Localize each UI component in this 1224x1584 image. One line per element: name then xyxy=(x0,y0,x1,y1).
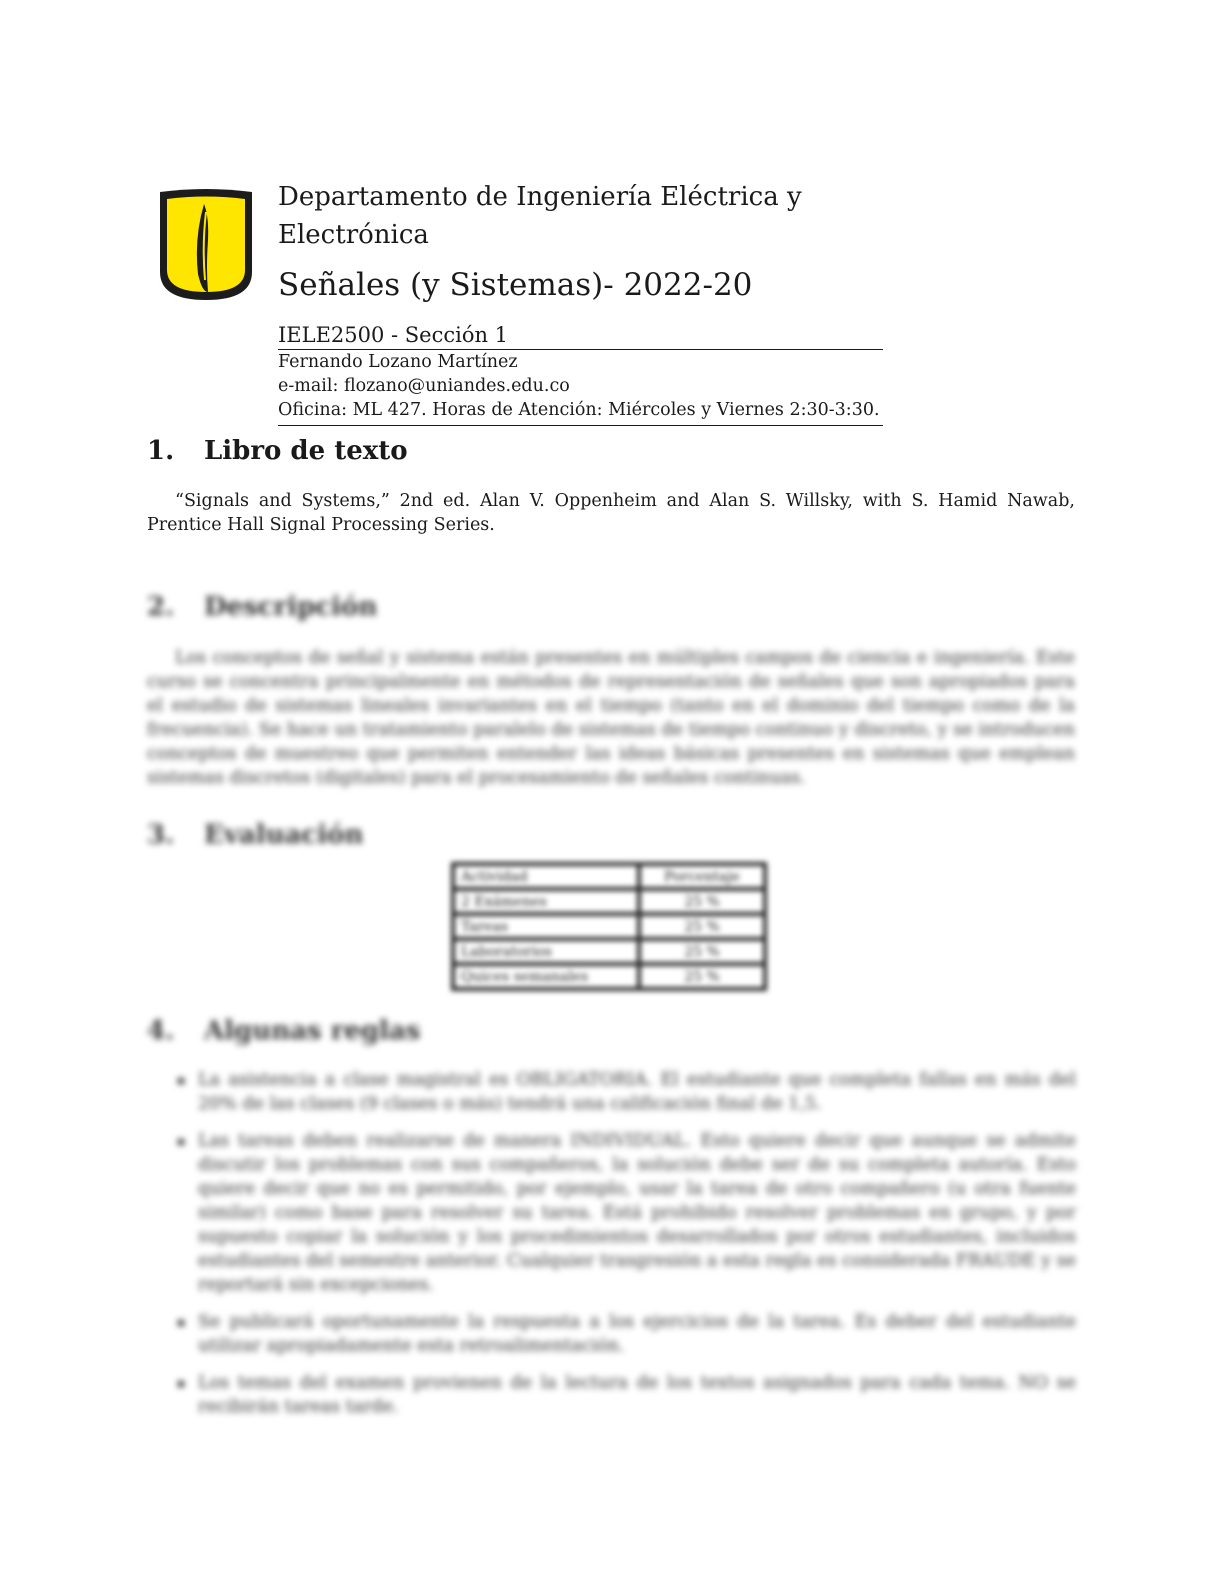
bullet-icon xyxy=(178,1320,184,1326)
section-heading-description xyxy=(147,592,377,622)
table-row xyxy=(453,889,765,914)
section-number: 4. xyxy=(147,1016,175,1046)
rule-text: Las tareas deben realizarse de manera INDIVIDUAL. Esto quiere decir que aunque se admite discutir los problemas con sus compañeros, la solución debe ser de su completa autoría. Esto quiere decir que no es permitido, por ejemplo, usar la tarea de otro compañero (u otra fuente similar) como base para resolver su tarea. Está prohibido resolver problemas en grupo, y por supuesto copiar la solución y los procedimientos desarrollados por otros estudiantes, incluidos estudiantes del semestre anterior. Cualquier trasgresión a esta regla es considerada FRAUDE y se reportará sin excepciones. xyxy=(198,1131,1076,1295)
table-cell: Tareas xyxy=(453,914,639,939)
table-row xyxy=(453,964,765,989)
bullet-icon xyxy=(178,1139,184,1145)
rule-text: Los temas del examen provienen de la lectura de los textos asignados para cada tema. NO se recibirán tareas tarde. xyxy=(198,1373,1076,1417)
header-block xyxy=(278,178,883,426)
rule-text: La asistencia a clase magistral es OBLIGATORIA. El estudiante que completa fallas en más del 20% de las clases (9 clases o más) tendrá una calificación final de 1,5. xyxy=(198,1070,1076,1114)
list-item xyxy=(170,1371,1076,1419)
rules-list xyxy=(170,1068,1076,1432)
section-heading-evaluation xyxy=(147,820,363,850)
office-hours: Oficina: ML 427. Horas de Atención: Miércoles y Viernes 2:30-3:30. xyxy=(278,400,880,420)
table-row xyxy=(453,914,765,939)
instructor-email: e-mail: flozano@uniandes.edu.co xyxy=(278,376,570,396)
list-item xyxy=(170,1129,1076,1297)
table-cell: 25 % xyxy=(639,964,765,989)
section-number: 3. xyxy=(147,820,175,850)
table-cell: 25 % xyxy=(639,939,765,964)
section-number: 1. xyxy=(147,436,175,466)
table-cell: 25 % xyxy=(639,889,765,914)
table-cell: Quices semanales xyxy=(453,964,639,989)
university-crest-logo xyxy=(158,188,254,302)
section-number: 2. xyxy=(147,592,175,622)
course-title: Señales (y Sistemas)- 2022-20 xyxy=(278,267,753,303)
list-item xyxy=(170,1068,1076,1116)
evaluation-table xyxy=(451,862,767,991)
section-title: Algunas reglas xyxy=(204,1016,421,1046)
rule-text: Se publicará oportunamente la respuesta a los ejercicios de la tarea. Es deber del estudiante utilizar apropiadamente esta retroalimentación. xyxy=(198,1312,1076,1356)
section-title: Descripción xyxy=(204,592,378,622)
table-header-cell: Actividad xyxy=(453,864,639,889)
table-header-row xyxy=(453,864,765,889)
bullet-icon xyxy=(178,1381,184,1387)
section-title: Libro de texto xyxy=(204,436,408,466)
section-title: Evaluación xyxy=(204,820,364,850)
bullet-icon xyxy=(178,1078,184,1084)
textbook-reference: “Signals and Systems,” 2nd ed. Alan V. Oppenheim and Alan S. Willsky, with S. Hamid Nawab, Prentice Hall Signal Processing Series. xyxy=(147,491,1075,535)
table-cell: 2 Exámenes xyxy=(453,889,639,914)
table-cell: 25 % xyxy=(639,914,765,939)
department-title: Departamento de Ingeniería Eléctrica y Electrónica xyxy=(278,182,802,250)
table-row xyxy=(453,939,765,964)
section-heading-rules xyxy=(147,1016,420,1046)
table-cell: Laboratorios xyxy=(453,939,639,964)
description-paragraph: Los conceptos de señal y sistema están presentes en múltiples campos de ciencia e ingeniería. Este curso se concentra principalmente en métodos de representación de señales que son apropiados para el estudio de sistemas lineales invariantes en el tiempo (tanto en el dominio del tiempo como de la frecuencia). Se hace un tratamiento paralelo de sistemas de tiempo continuo y discreto, y se introducen conceptos de muestreo que permiten entender las ideas básicas presentes en sistemas que emplean sistemas discretos (digitales) para el procesamiento de señales continuas. xyxy=(147,648,1075,788)
instructor-name: Fernando Lozano Martínez xyxy=(278,352,518,372)
list-item xyxy=(170,1310,1076,1358)
instructor-info xyxy=(278,350,883,426)
table-header-cell: Porcentaje xyxy=(639,864,765,889)
section-heading-textbook xyxy=(147,436,408,466)
course-code: IELE2500 - Sección 1 xyxy=(278,322,883,350)
